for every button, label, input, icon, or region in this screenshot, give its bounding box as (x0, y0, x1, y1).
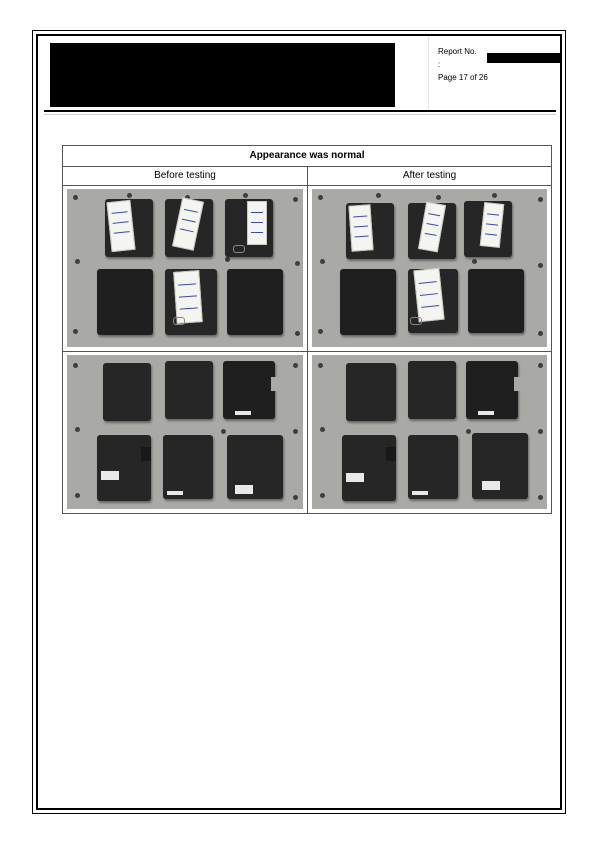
column-header-before: Before testing (63, 166, 308, 186)
header-divider (428, 36, 429, 110)
column-header-after: After testing (308, 166, 551, 186)
report-no-label: Report No. : (438, 47, 477, 69)
photo-before-top-view (67, 189, 303, 347)
page-number: Page 17 of 26 (438, 73, 488, 82)
report-info (438, 45, 560, 84)
redacted-logo-block (50, 43, 395, 107)
photo-after-top-view (312, 189, 547, 347)
table-cell-after-bottom (308, 352, 551, 513)
photo-before-bottom-view (67, 355, 303, 509)
report-header (38, 36, 560, 112)
header-rule-thin (44, 114, 556, 115)
photo-after-bottom-view (312, 355, 547, 509)
table-cell-before-top (63, 186, 308, 352)
header-rule (44, 110, 556, 112)
table-cell-after-top (308, 186, 551, 352)
appearance-table (62, 145, 552, 514)
table-cell-before-bottom (63, 352, 308, 513)
redacted-report-number (487, 53, 560, 63)
table-title: Appearance was normal (63, 146, 551, 167)
